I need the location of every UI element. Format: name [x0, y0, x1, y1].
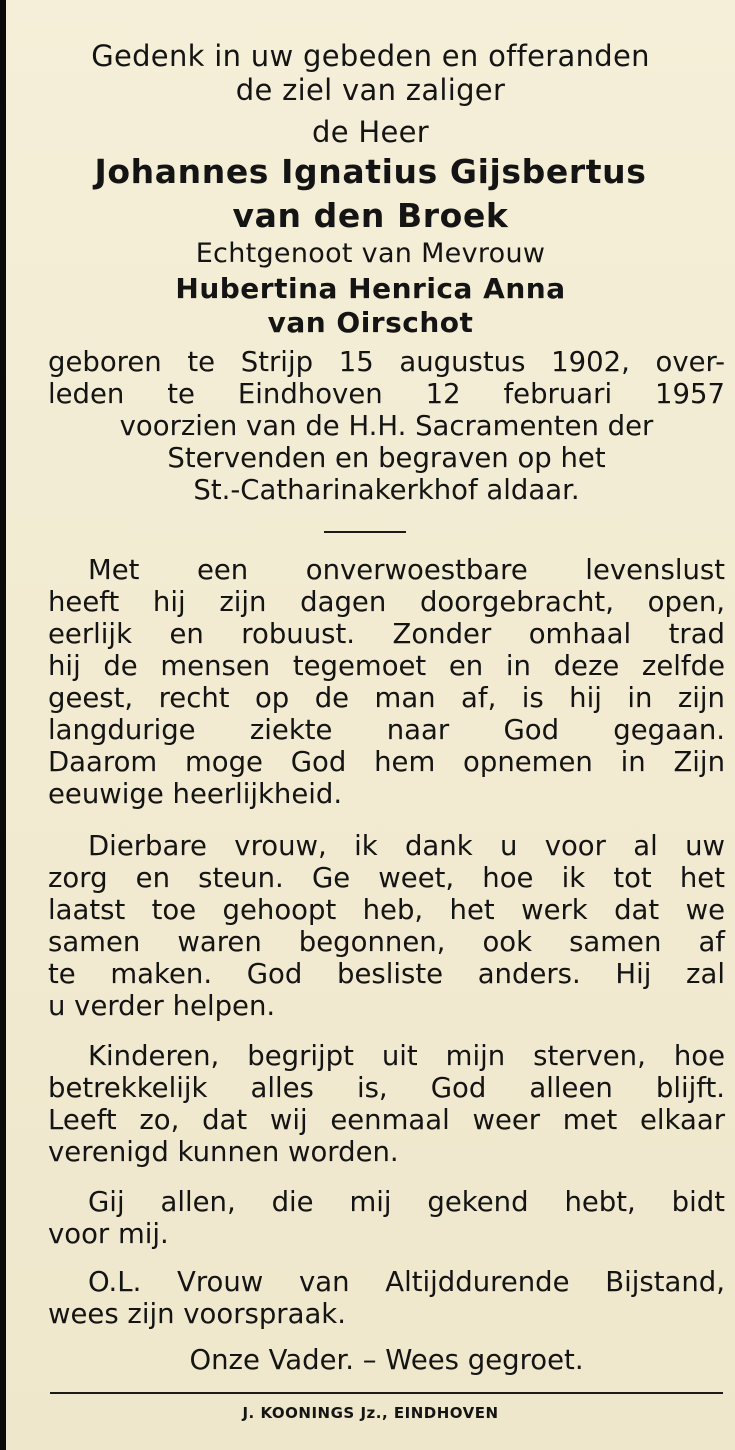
paragraph-line: voor mij. [48, 1218, 169, 1250]
bio-line: geboren te Strijp 15 augustus 1902, over- [48, 346, 725, 378]
paragraph [48, 554, 725, 810]
header-line: de Heer [312, 115, 429, 149]
paragraph-line: betrekkelijk alles is, God alleen blijft. [48, 1072, 725, 1104]
bio-line: voorzien van de H.H. Sacramenten der [119, 410, 654, 442]
paragraph-line: Leeft zo, dat wij eenmaal weer met elkaar [48, 1104, 725, 1136]
deceased-name-line: Johannes Ignatius Gijsbertus [94, 152, 647, 191]
paragraph-line: eerlijk en robuust. Zonder omhaal trad [48, 618, 725, 650]
paragraph-line: Gij allen, die mij gekend hebt, bidt [88, 1186, 725, 1218]
paragraph-line: eeuwige heerlijkheid. [48, 778, 343, 810]
printer-credit: J. KOONINGS Jz., EINDHOVEN [242, 1404, 499, 1422]
paragraph-line: langdurige ziekte naar God gegaan. [48, 714, 725, 746]
deceased-name [6, 150, 735, 238]
spouse-name-line: Hubertina Henrica Anna [175, 272, 566, 305]
paragraph-line: wees zijn voorspraak. [48, 1298, 346, 1330]
paragraph-line: laatst toe gehoopt heb, het werk dat we [48, 894, 725, 926]
bio-line: leden te Eindhoven 12 februari 1957 [48, 378, 725, 410]
paragraph-line: samen waren begonnen, ook samen af [48, 926, 725, 958]
paragraph-line: O.L. Vrouw van Altijddurende Bijstand, [88, 1266, 725, 1298]
spouse-block [6, 236, 735, 340]
spouse-name-line: van Oirschot [267, 306, 474, 339]
paragraph-line: Met een onverwoestbare levenslust [88, 554, 725, 586]
paragraph-line: verenigd kunnen worden. [48, 1136, 399, 1168]
paragraph [48, 1266, 725, 1330]
paragraph-line: geest, recht op de man af, is hij in zijn [48, 682, 725, 714]
divider [50, 1392, 723, 1394]
header-line: de ziel van zaliger [235, 73, 506, 107]
deceased-name-line: van den Broek [232, 196, 509, 235]
paragraph-line: hij de mensen tegemoet en in deze zelfde [48, 650, 725, 682]
paragraph-line: heeft hij zijn dagen doorgebracht, open, [48, 586, 725, 618]
memorial-card [6, 0, 735, 1450]
paragraph-line: Kinderen, begrijpt uit mijn sterven, hoe [88, 1040, 725, 1072]
paragraph [48, 1040, 725, 1168]
paragraph-line: Daarom moge God hem opnemen in Zijn [48, 746, 725, 778]
bio-line: Stervenden en begraven op het [167, 442, 606, 474]
bio-line: St.-Catharinakerkhof aldaar. [193, 474, 580, 506]
paragraph-line: u verder helpen. [48, 990, 276, 1022]
bio [48, 346, 725, 506]
paragraph [48, 830, 725, 1022]
header [6, 36, 735, 152]
paragraph-line: Dierbare vrouw, ik dank u voor al uw [88, 830, 725, 862]
paragraph [48, 1186, 725, 1250]
header-line: Gedenk in uw gebeden en offeranden [91, 39, 650, 73]
paragraph-line: zorg en steun. Ge weet, hoe ik tot het [48, 862, 725, 894]
spouse-label: Echtgenoot van Mevrouw [195, 238, 546, 269]
closing-prayer: Onze Vader. – Wees gegroet. [189, 1344, 584, 1376]
divider [324, 531, 406, 533]
paragraph-line: te maken. God besliste anders. Hij zal [48, 958, 725, 990]
